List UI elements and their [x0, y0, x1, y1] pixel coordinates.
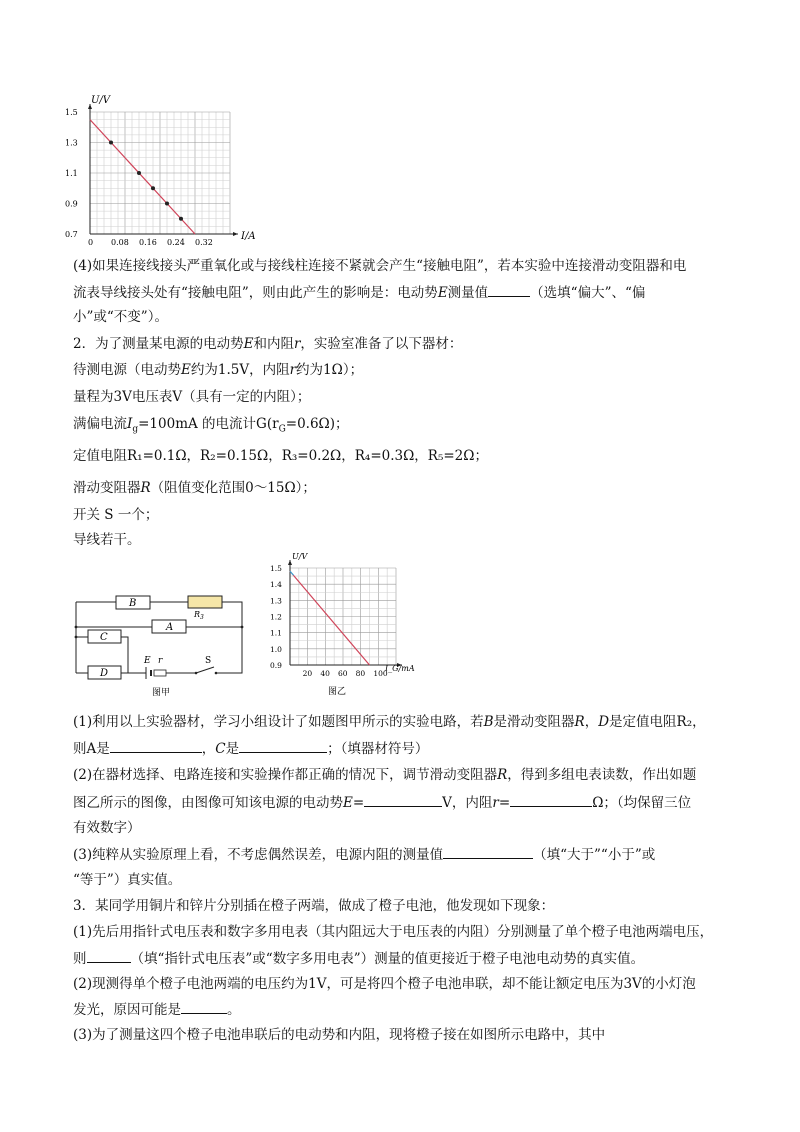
sub2-line-3: 有效数字） [73, 820, 141, 836]
x-tick-label: 0 [88, 238, 94, 247]
x-tick-label: 20 [302, 669, 313, 678]
resistor-r3 [188, 596, 222, 608]
sub3-line-2: “等于”）真实值。 [73, 872, 182, 888]
ui-graph-2 [268, 548, 428, 698]
y-tick-label: 0.9 [65, 199, 78, 209]
circuit-diagram [66, 590, 251, 700]
y-tick-label: 1.3 [65, 138, 78, 148]
fit-line [90, 120, 195, 234]
svg-text:B: B [129, 598, 137, 609]
svg-text:A: A [166, 622, 174, 633]
svg-text:R3: $R_3$ [194, 610, 204, 621]
x-tick-label: 0.16 [139, 238, 157, 247]
y-tick-label: 1.5 [270, 564, 282, 573]
problem-2-heading: 2．为了测量某电源的电动势E和内阻r，实验室准备了以下器材： [73, 336, 463, 352]
y-tick-label: 1.1 [270, 628, 282, 638]
grid [90, 112, 230, 234]
x-tick-label: 100 [373, 669, 388, 678]
x-arrow [233, 232, 238, 236]
series-line [290, 571, 370, 665]
figure-caption-yi: 图乙 [328, 687, 347, 697]
battery-symbol [146, 667, 151, 679]
y-tick-label: 1.0 [270, 644, 282, 654]
data-point [109, 141, 113, 145]
material-voltmeter: 量程为3V电压表V（具有一定的内阻）； [73, 389, 311, 405]
figure-caption-jia: 图甲 [152, 688, 171, 698]
t1-line-1: (1)先后用指针式电压表和数字多用电表（其内阻远大于电压表的内阻）分别测量了单个橙子电池两端电压， [73, 924, 714, 940]
answer-blank-meter[interactable] [87, 948, 131, 963]
x-tick-label: 40 [320, 669, 330, 678]
q4-line-2: 流表导线接头处有“接触电阻”，则由此产生的影响是：电动势E测量值 （选填“偏大”、“偏 [73, 282, 645, 303]
x-tick-label: 60 [338, 669, 348, 678]
sub2-line-1: (2)在器材选择、电路连接和实验操作都正确的情况下，调节滑动变阻器R，得到多组电表读数，作出如题 [73, 767, 697, 783]
y-tick-label: 1.4 [270, 580, 282, 590]
x-tick-label: 0.32 [195, 238, 213, 247]
series-line-start [290, 571, 294, 575]
data-point [179, 217, 183, 221]
material-wires: 导线若干。 [73, 532, 141, 548]
x-tick-label: 80 [355, 669, 366, 678]
svg-text:D: D [100, 668, 109, 679]
ui-graph-1 [65, 92, 270, 247]
answer-blank-a[interactable] [110, 738, 202, 753]
q4-line-3: 小”或“不变”）。 [73, 309, 168, 325]
y-tick-label: 1.1 [65, 169, 78, 178]
t2-line-1: (2)现测得单个橙子电池两端的电压约为1V，可是将四个橙子电池串联，却不能让额定电压为3V的小灯泡 [73, 976, 696, 992]
y-tick-label: 0.9 [270, 661, 282, 670]
answer-blank-q4[interactable] [488, 282, 530, 297]
problem-3-heading: 3．某同学用铜片和锌片分别插在橙子两端，做成了橙子电池，他发现如下现象： [73, 898, 555, 914]
material-resistors: 定值电阻R₁=0.1Ω，R₂=0.15Ω，R₃=0.2Ω，R₄=0.3Ω，R₅=2Ω； [73, 448, 488, 464]
answer-blank-c[interactable] [239, 738, 327, 753]
x-axis-label: I_G/mA [385, 664, 415, 673]
x-tick-label: 0.08 [111, 238, 129, 247]
y-tick-label: 1.3 [270, 596, 282, 606]
q4-line-1: (4)如果连接线接头严重氧化或与接线柱连接不紧就会产生“接触电阻”，若本实验中连接滑动变阻器和电 [73, 258, 687, 274]
t1-line-2: 则 （填“指针式电压表”或“数字多用电表”）测量的值更接近于橙子电池电动势的真实值。 [73, 948, 644, 969]
answer-blank-reason[interactable] [181, 999, 227, 1014]
y-axis-label: U/V [292, 552, 308, 561]
svg-text:r: r [158, 656, 163, 666]
tick-labels [270, 564, 388, 678]
y-tick-label: 1.2 [270, 612, 282, 622]
t3-line-1: (3)为了测量这四个橙子电池串联后的电动势和内阻，现将橙子接在如图所示电路中，其中 [73, 1027, 606, 1043]
sub2-line-2: 图乙所示的图像，由图像可知该电源的电动势E= V，内阻r= Ω；（均保留三位 [73, 792, 691, 813]
svg-text:C: C [100, 632, 108, 643]
y-tick-label: 0.7 [65, 230, 78, 239]
sub1-line-2: 则A是 ，C是 ；（填器材符号） [73, 738, 428, 759]
grid [290, 568, 396, 665]
t2-line-2: 发光，原因可能是 。 [73, 999, 241, 1020]
answer-blank-compare[interactable] [443, 844, 533, 859]
svg-text:E: E [144, 656, 151, 666]
data-point [165, 202, 169, 206]
data-marks [90, 120, 195, 234]
material-galvanometer: 满偏电流$I_g=100mA$ 的电流计$G(r_G=0.6\Omega)$； [73, 416, 349, 435]
answer-blank-r[interactable] [510, 792, 592, 807]
answer-blank-e[interactable] [364, 792, 442, 807]
svg-text:S: S [205, 656, 212, 666]
material-rheostat: 滑动变阻器R（阻值变化范围0～15Ω）； [73, 480, 316, 496]
x-tick-label: 0.24 [167, 238, 185, 247]
y-tick-label: 1.5 [65, 108, 78, 117]
material-switch: 开关 S 一个； [73, 507, 159, 523]
y-axis-label: U/V [91, 95, 111, 106]
sub3-line-1: (3)纯粹从实验原理上看，不考虑偶然误差，电源内阻的测量值 （填“大于”“小于”或 [73, 844, 655, 865]
sub1-line-1: (1)利用以上实验器材，学习小组设计了如题图甲所示的实验电路，若B是滑动变阻器R，D是定值电阻R₂， [73, 714, 706, 730]
data-marks [290, 571, 370, 665]
x-axis-label: I/A [241, 231, 256, 242]
material-source: 待测电源（电动势E约为1.5V，内阻r约为1Ω）； [73, 362, 364, 378]
data-point [137, 171, 141, 175]
axes [88, 104, 238, 236]
data-point [151, 186, 155, 190]
